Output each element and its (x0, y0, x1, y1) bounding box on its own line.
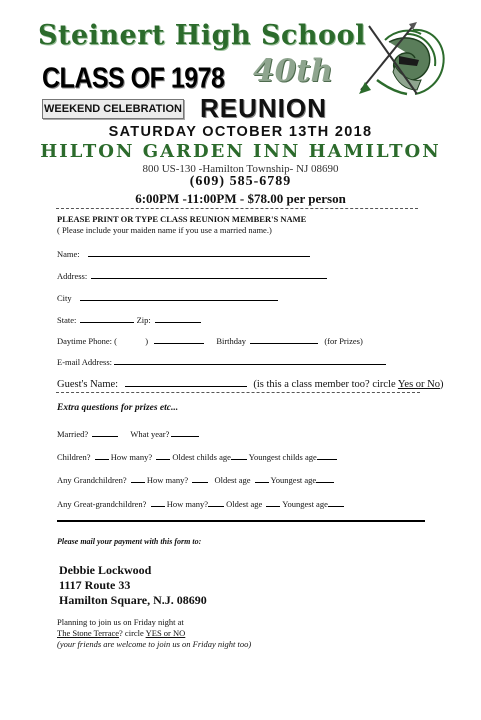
divider (56, 392, 420, 393)
mail-instruction: Please mail your payment with this form to: (57, 537, 202, 546)
name-row (57, 248, 310, 259)
married-row (57, 428, 199, 439)
great-grandchildren-youngest-field[interactable] (328, 498, 344, 507)
city-row (57, 292, 278, 303)
school-name: Steinert High School (38, 20, 366, 51)
birthday-label: Birthday (216, 336, 247, 346)
grandchildren-count-field[interactable] (192, 474, 208, 483)
zip-label: Zip: (136, 315, 151, 325)
youngest-age-label: Youngest age (282, 499, 328, 509)
friday-line2 (57, 628, 185, 638)
mail-street: 1117 Route 33 (59, 578, 131, 592)
name-label: Name: (57, 249, 80, 259)
paren-close: ) (145, 336, 149, 346)
state-label: State: (57, 315, 77, 325)
oldest-childs-label: Oldest childs age (172, 452, 231, 462)
grandchildren-label: Any Grandchildren? (57, 475, 127, 485)
guest-question: (is this a class member too? circle (253, 379, 396, 390)
weekend-badge: WEEKEND CELEBRATION (42, 99, 184, 119)
youngest-child-age-field[interactable] (317, 451, 337, 460)
what-year-field[interactable] (171, 428, 199, 437)
prizes-close: ) (359, 336, 363, 346)
state-field[interactable] (80, 314, 134, 323)
friday-venue: The Stone Terrace (57, 628, 120, 638)
guest-name-field[interactable] (125, 376, 247, 387)
friday-yes-no[interactable]: YES or NO (145, 628, 186, 638)
anniversary-ordinal: 40th (253, 53, 333, 89)
great-grandchildren-row (57, 498, 344, 509)
how-many-label: How many? (166, 499, 209, 509)
how-many-label: How many? (146, 475, 189, 485)
divider (56, 208, 418, 209)
state-zip-row (57, 314, 201, 325)
prizes-open: ( (324, 336, 328, 346)
extra-questions-title: Extra questions for prizes etc... (57, 403, 179, 413)
address-label: Address: (57, 271, 88, 281)
great-grandchildren-count-field[interactable] (208, 498, 224, 507)
guest-close-paren: ) (440, 379, 444, 390)
daytime-phone-label: Daytime Phone: ( (57, 336, 117, 346)
children-label: Children? (57, 452, 91, 462)
phone-birthday-row (57, 335, 363, 346)
mail-city: Hamilton Square, N.J. 08690 (59, 593, 207, 607)
oldest-age-label: Oldest age (214, 475, 251, 485)
name-field[interactable] (88, 248, 310, 257)
youngest-age-label: Youngest age (270, 475, 317, 485)
prizes-label: for Prizes (327, 336, 360, 346)
email-label: E-mail Address: (57, 357, 113, 367)
mail-name: Debbie Lockwood (59, 563, 152, 577)
what-year-label: What year? (130, 429, 170, 439)
spartan-mascot-icon (355, 20, 451, 102)
form-note: ( Please include your maiden name if you use a married name.) (57, 225, 272, 235)
friday-line1: Planning to join us on Friday night at (57, 617, 184, 627)
married-label: Married? (57, 429, 89, 439)
grandchildren-youngest-field[interactable] (316, 474, 334, 483)
address-row (57, 270, 327, 281)
venue-phone: (609) 585-6789 (189, 174, 292, 189)
venue-address: 800 US-130 -Hamilton Township- NJ 08690 (142, 163, 339, 175)
grandchildren-oldest-field[interactable] (255, 474, 269, 483)
grandchildren-field[interactable] (131, 474, 145, 483)
friday-note: (your friends are welcome to join us on Friday night too) (57, 639, 252, 649)
great-grandchildren-oldest-field[interactable] (266, 498, 280, 507)
how-many-label: How many? (110, 452, 153, 462)
oldest-child-age-field[interactable] (231, 451, 247, 460)
guest-label: Guest's Name: (57, 379, 119, 390)
venue-name: HILTON GARDEN INN HAMILTON (40, 141, 441, 162)
city-field[interactable] (80, 292, 278, 301)
youngest-childs-label: Youngest childs age (248, 452, 317, 462)
address-field[interactable] (91, 270, 327, 279)
oldest-age-label: Oldest age (226, 499, 263, 509)
birthday-field[interactable] (250, 335, 318, 344)
form-title: PLEASE PRINT OR TYPE CLASS REUNION MEMBER'S NAME (57, 214, 307, 224)
daytime-phone-field[interactable] (154, 335, 204, 344)
zip-field[interactable] (155, 314, 201, 323)
great-grandchildren-label: Any Great-grandchildren? (57, 499, 147, 509)
event-date: SATURDAY OCTOBER 13TH 2018 (108, 124, 373, 140)
event-time-price: 6:00PM -11:00PM - $78.00 per person (135, 191, 346, 206)
children-count-field[interactable] (156, 451, 170, 460)
children-field[interactable] (95, 451, 109, 460)
grandchildren-row (57, 474, 334, 485)
guest-row (57, 376, 444, 390)
children-row (57, 451, 337, 462)
great-grandchildren-field[interactable] (151, 498, 165, 507)
class-year: CLASS OF 1978 (42, 62, 225, 95)
reunion-title: REUNION (200, 93, 327, 123)
section-divider (57, 520, 425, 522)
friday-circle: ? circle (119, 628, 144, 638)
guest-yes-no[interactable]: Yes or No (397, 379, 440, 390)
married-field[interactable] (92, 428, 118, 437)
email-field[interactable] (114, 356, 386, 365)
email-row (57, 356, 386, 367)
city-label: City (57, 293, 72, 303)
